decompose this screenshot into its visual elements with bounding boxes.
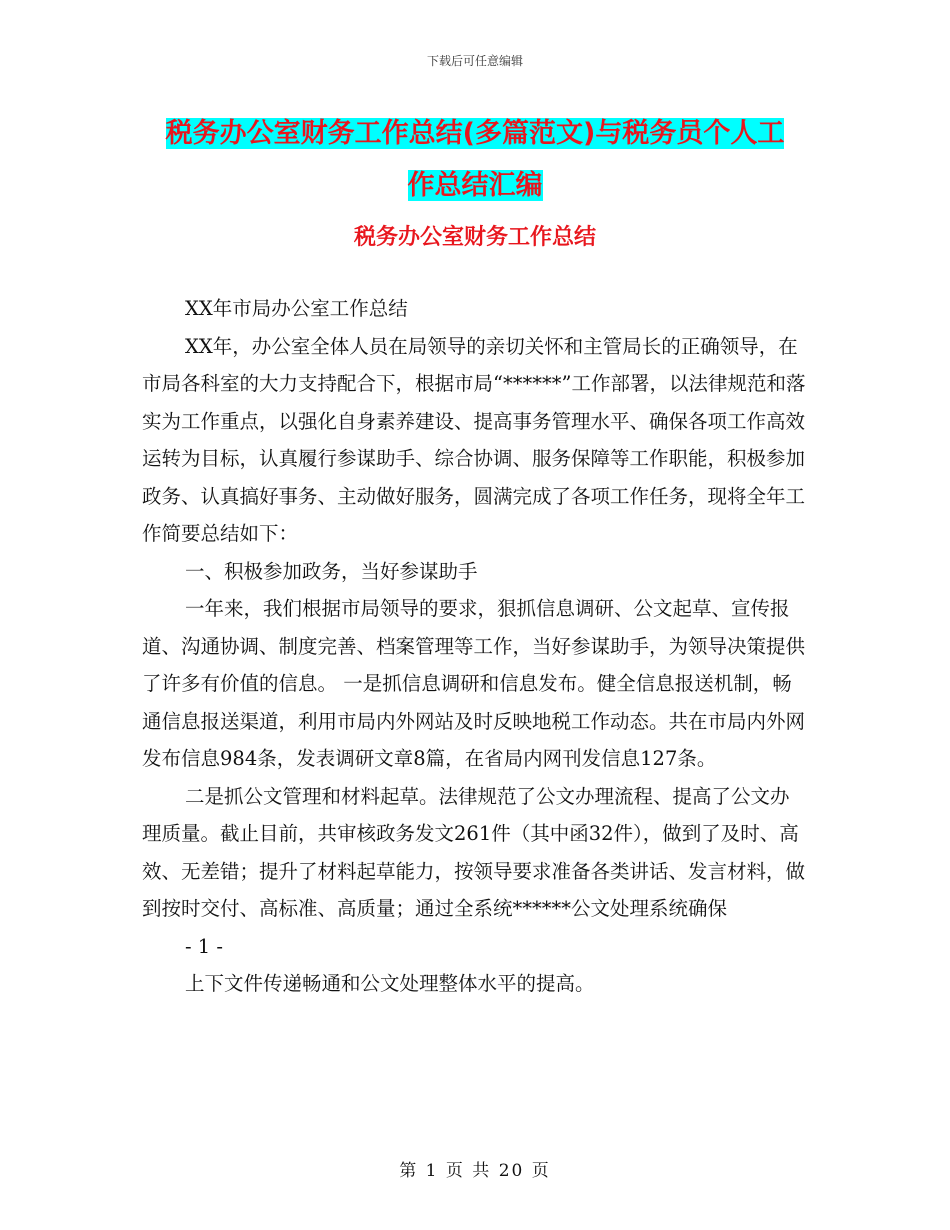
page-marker: - 1 -	[185, 934, 223, 958]
document-title-line-1: 税务办公室财务工作总结(多篇范文)与税务员个人工	[165, 118, 785, 149]
section-title: 税务办公室财务工作总结	[353, 225, 596, 250]
page-footer: 第 1 页 共 20 页	[399, 1161, 551, 1181]
paragraph-heading: XX年市局办公室工作总结	[185, 297, 408, 320]
document-title-line-2: 作总结汇编	[407, 170, 543, 201]
document-body	[142, 290, 808, 1003]
paragraph-heading: 一、积极参加政务，当好参谋助手	[185, 559, 478, 583]
paragraph: 上下文件传递畅通和公文处理整体水平的提高。	[185, 972, 595, 995]
header-note: 下载后可任意编辑	[426, 54, 523, 68]
paragraph: XX年，办公室全体人员在局领导的亲切关怀和主管局长的正确领导，在市局各科室的大力支持配合下，根据市局“******”工作部署，以法律规范和落实为工作重点，以强化自身素养建设、提高事务管理水平、确保各项工作高效运转为目标，认真履行参谋助手、综合协调、服务保障等工作职能，积极参加政务、认真搞好事务、主动做好服务，圆满完成了各项工作任务，现将全年工作简要总结如下：	[142, 334, 806, 545]
document-title	[140, 108, 810, 212]
paragraph: 二是抓公文管理和材料起草。法律规范了公文办理流程、提高了公文办理质量。截止目前，共审核政务发文261件（其中函32件），做到了及时、高效、无差错；提升了材料起草能力，按领导要求准备各类讲话、发言材料，做到按时交付、高标准、高质量；通过全系统******公文处理系统确保	[142, 784, 806, 920]
paragraph: 一年来，我们根据市局领导的要求，狠抓信息调研、公文起草、宣传报道、沟通协调、制度完善、档案管理等工作，当好参谋助手，为领导决策提供了许多有价值的信息。 一是抓信息调研和信息发布。健全信息报送机制，畅通信息报送渠道，利用市局内外网站及时反映地税工作动态。共在市局内外网发布信息984条，发表调研文章8篇，在省局内网刊发信息127条。	[142, 597, 806, 770]
